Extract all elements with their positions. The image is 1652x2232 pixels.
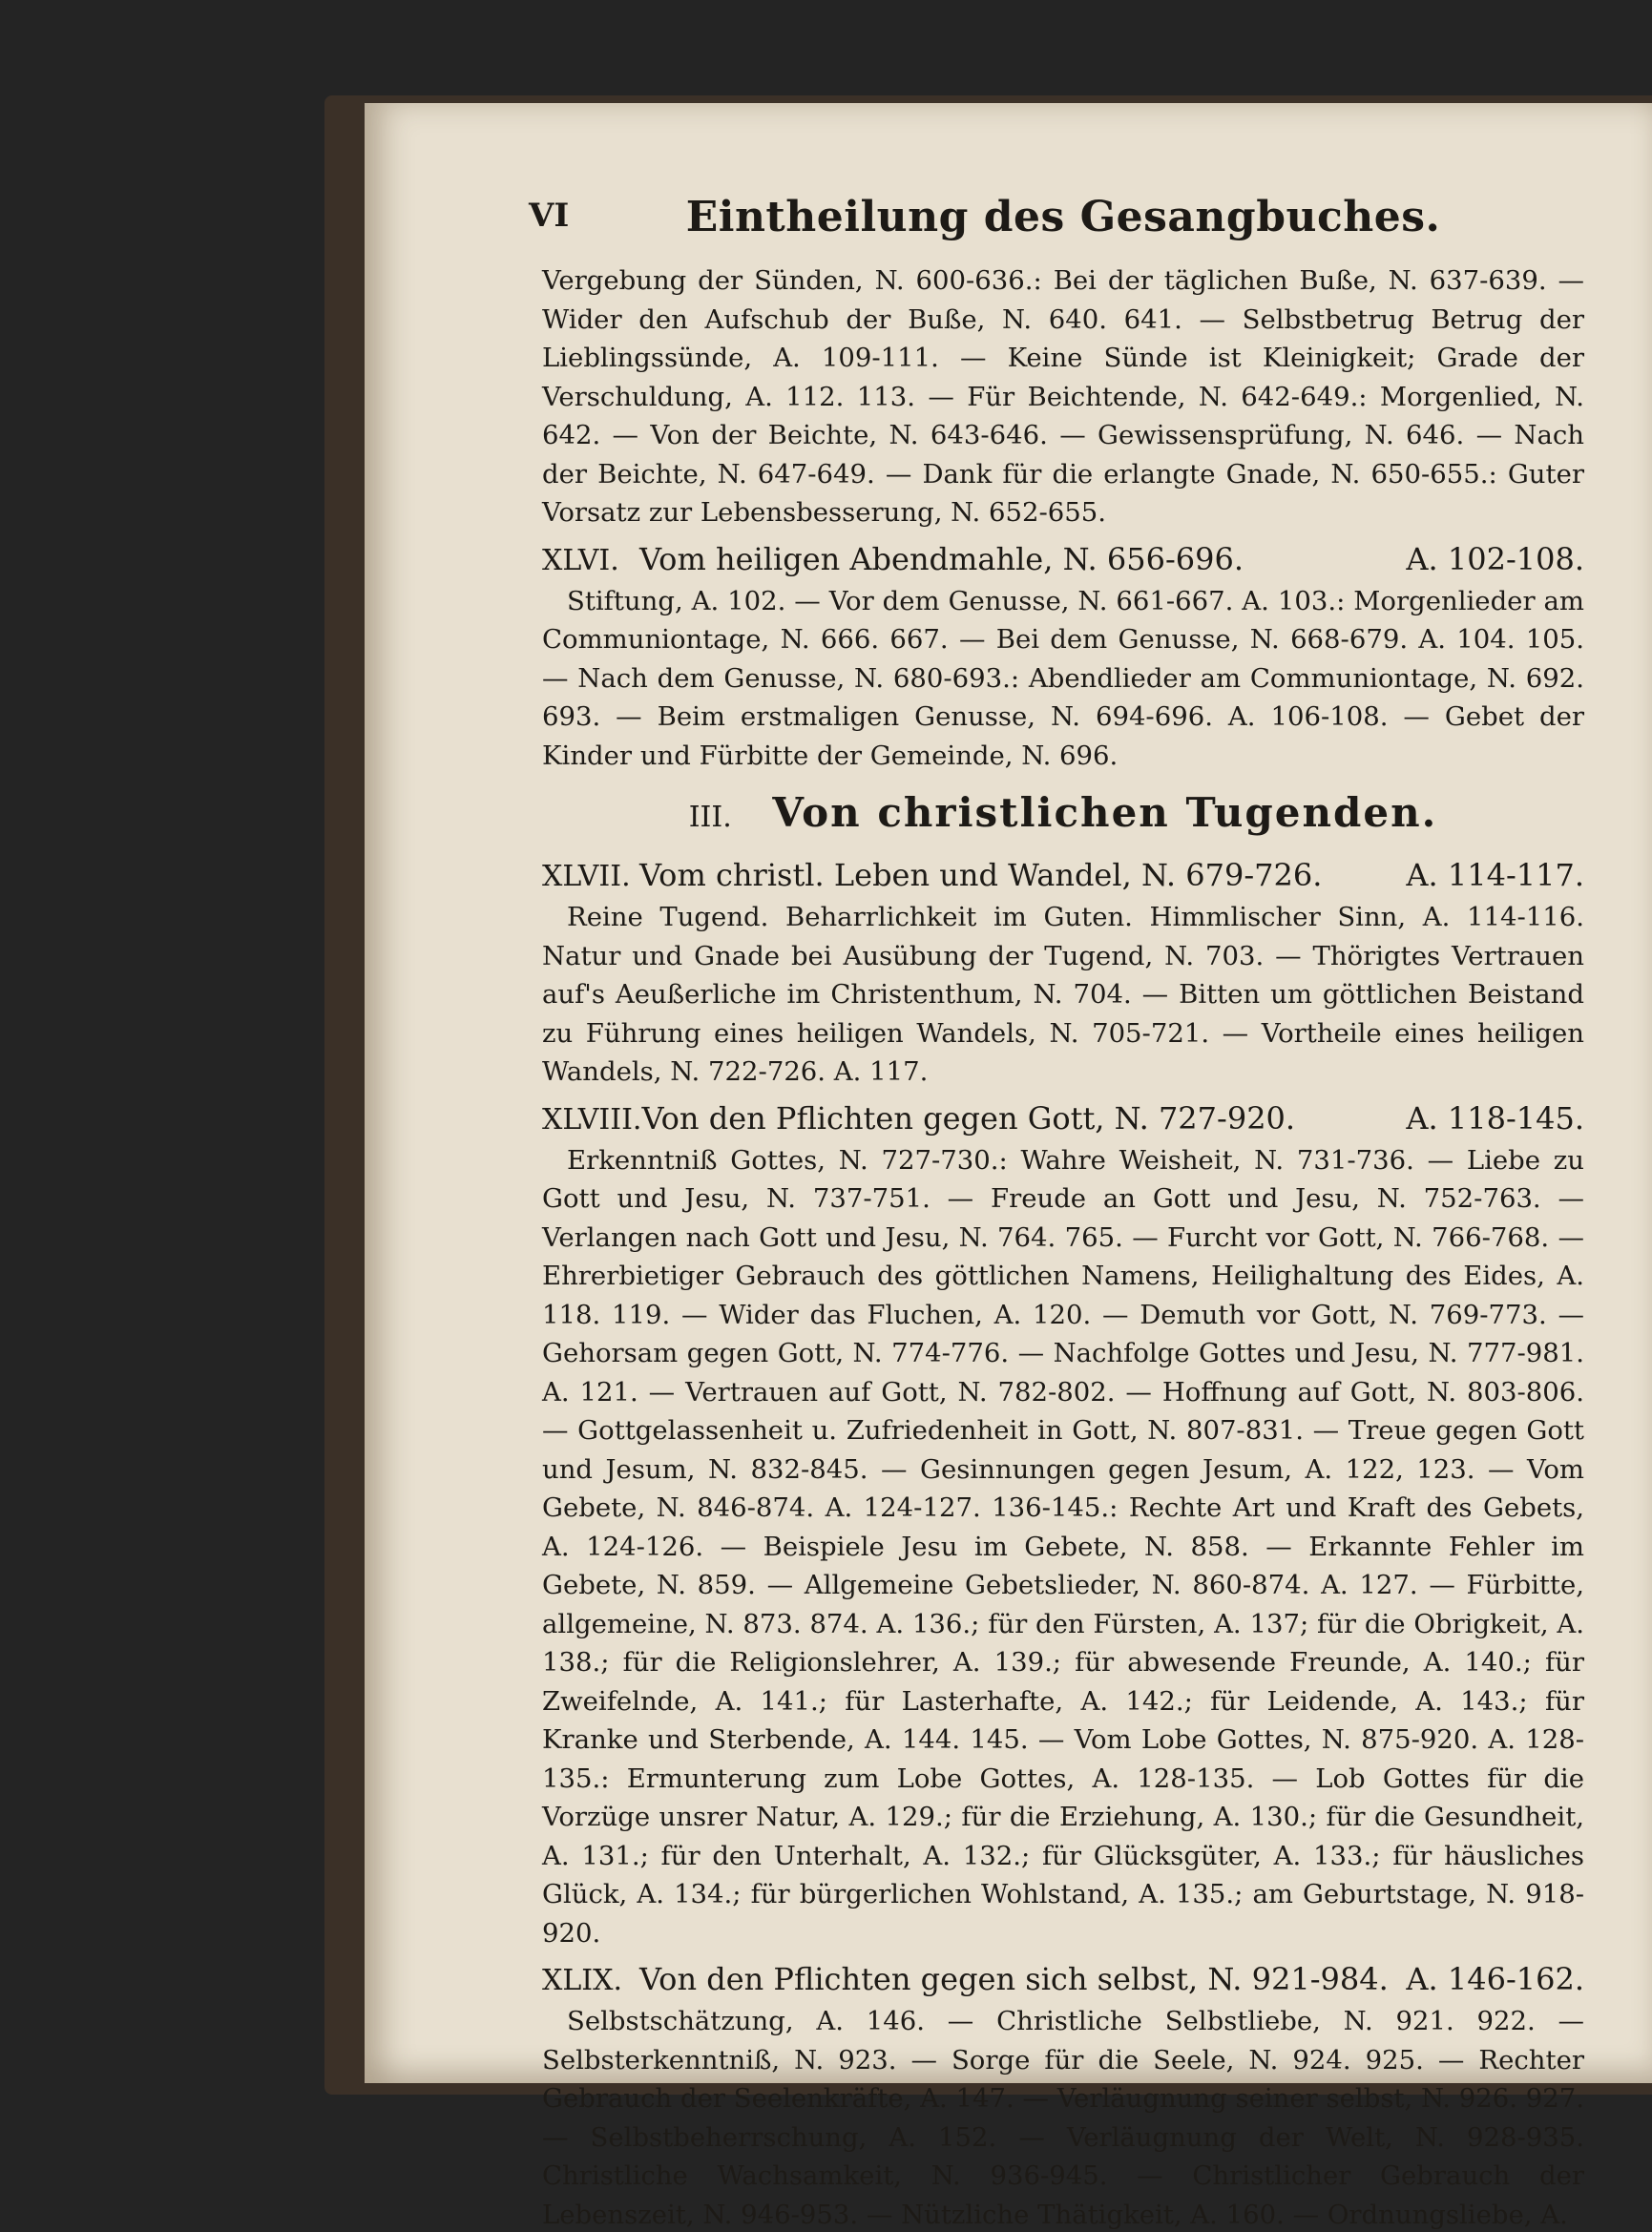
section-xlvi: [542, 538, 1584, 776]
section-heading: [542, 538, 1584, 582]
section-title: Von den Pflichten gegen sich selbst, N. 921-984.: [639, 1961, 1389, 1997]
section-heading: [542, 854, 1584, 898]
section-number: XLVII.: [542, 860, 631, 893]
part-number: III.: [688, 801, 732, 834]
section-body: Erkenntniß Gottes, N. 727-730.: Wahre Weisheit, N. 731-736. — Liebe zu Gott und Jesu, N. 737-751. — Freude an Gott und Jesu, N. 752-763. — Verlangen nach Gott und Jesu, N. 764. 765. — Furcht vor Gott, N. 766-768. — Ehrerbietiger Gebrauch des göttlichen Namens, Heilighaltung des Eides, A. 118. 119. — Wider das Fluchen, A. 120. — Demuth vor Gott, N. 769-773. — Gehorsam gegen Gott, N. 774-776. — Nachfolge Gottes und Jesu, N. 777-981. A. 121. — Vertrauen auf Gott, N. 782-802. — Hoffnung auf Gott, N. 803-806. — Gottgelassenheit u. Zufriedenheit in Gott, N. 807-831. — Treue gegen Gott und Jesum, N. 832-845. — Gesinnungen gegen Jesum, A. 122, 123. — Vom Gebete, N. 846-874. A. 124-127. 136-145.: Rechte Art und Kraft des Gebets, A. 124-126. — Beispiele Jesu im Gebete, N. 858. — Erkannte Fehler im Gebete, N. 859. — Allgemeine Gebetslieder, N. 860-874. A. 127. — Fürbitte, allgemeine, N. 873. 874. A. 136.; für den Fürsten, A. 137; für die Obrigkeit, A. 138.; für die Religionslehrer, A. 139.; für abwesende Freunde, A. 140.; für Zweifelnde, A. 141.; für Lasterhafte, A. 142.; für Leidende, A. 143.; für Kranke und Sterbende, A. 144. 145. — Vom Lobe Gottes, N. 875-920. A. 128-135.: Ermunterung zum Lobe Gottes, A. 128-135. — Lob Gottes für die Vorzüge unsrer Natur, A. 129.; für die Erziehung, A. 130.; für die Gesundheit, A. 131.; für den Unterhalt, A. 132.; für Glücksgüter, A. 133.; für häusliches Glück, A. 134.; für bürgerlichen Wohlstand, A. 135.; am Geburtstage, N. 918-920.: [542, 1144, 1584, 1949]
section-xlvii: [542, 854, 1584, 1092]
section-title: Von den Pflichten gegen Gott, N. 727-920.: [641, 1099, 1296, 1137]
part-heading: [542, 784, 1584, 846]
section-range: A. 102-108.: [1406, 540, 1584, 577]
running-title: Eintheilung des Gesangbuches.: [685, 193, 1441, 241]
section-xlix: [542, 1958, 1584, 2232]
page-header: [529, 187, 1584, 248]
section-number: XLVI.: [542, 543, 619, 577]
page-content: [529, 187, 1584, 2232]
section-heading: [542, 1958, 1584, 2002]
section-title: Vom heiligen Abendmahle, N. 656-696.: [639, 540, 1244, 577]
section-xlviii: [542, 1097, 1584, 1953]
section-body: Selbstschätzung, A. 146. — Christliche Selbstliebe, N. 921. 922. — Selbsterkenntniß, N. 923. — Sorge für die Seele, N. 924. 925. — Rechter Gebrauch der Seelenkräfte, A. 147. — Verläugnung seiner selbst, N. 926. 927. — Selbstbeherrschung, A. 152. — Verläugnung der Welt, N. 928-935. Christliche Wachsamkeit, N. 936-945. — Christlicher Gebrauch der Lebenszeit, N. 946-953. — Nützliche Thätigkeit, A. 160. — Ordnungsliebe, A.: [542, 2006, 1584, 2230]
section-body: Reine Tugend. Beharrlichkeit im Guten. Himmlischer Sinn, A. 114-116. Natur und Gnade bei Ausübung der Tugend, N. 703. — Thörigtes Vertrauen auf's Aeußerliche im Christenthum, N. 704. — Bitten um göttlichen Beistand zu Führung eines heiligen Wandels, N. 705-721. — Vortheile eines heiligen Wandels, N. 722-726. A. 117.: [542, 902, 1584, 1087]
intro-paragraph: Vergebung der Sünden, N. 600-636.: Bei der täglichen Buße, N. 637-639. — Wider den Aufschub der Buße, N. 640. 641. — Selbstbetrug Betrug der Lieblingssünde, A. 109-111. — Keine Sünde ist Kleinigkeit; Grade der Verschuldung, A. 112. 113. — Für Beichtende, N. 642-649.: Morgenlied, N. 642. — Von der Beichte, N. 643-646. — Gewissensprüfung, N. 646. — Nach der Beichte, N. 647-649. — Dank für die erlangte Gnade, N. 650-655.: Guter Vorsatz zur Lebensbesserung, N. 652-655.: [542, 265, 1584, 528]
section-range: A. 114-117.: [1406, 857, 1584, 893]
section-range: A. 118-145.: [1406, 1099, 1584, 1137]
section-number: XLIX.: [542, 1964, 623, 1997]
page-number: VI: [529, 197, 570, 235]
section-title: Vom christl. Leben und Wandel, N. 679-726.: [639, 857, 1323, 893]
section-body: Stiftung, A. 102. — Vor dem Genusse, N. 661-667. A. 103.: Morgenlieder am Communiontage, N. 666. 667. — Bei dem Genusse, N. 668-679. A. 104. 105. — Nach dem Genusse, N. 680-693.: Abendlieder am Communiontage, N. 692. 693. — Beim erstmaligen Genusse, N. 694-696. A. 106-108. — Gebet der Kinder und Fürbitte der Gemeinde, N. 696.: [542, 585, 1584, 771]
section-heading: [542, 1097, 1584, 1141]
section-range: A. 146-162.: [1406, 1961, 1584, 1997]
part-title: Von christlichen Tugenden.: [772, 789, 1438, 836]
section-number: XLVIII.: [542, 1102, 642, 1137]
